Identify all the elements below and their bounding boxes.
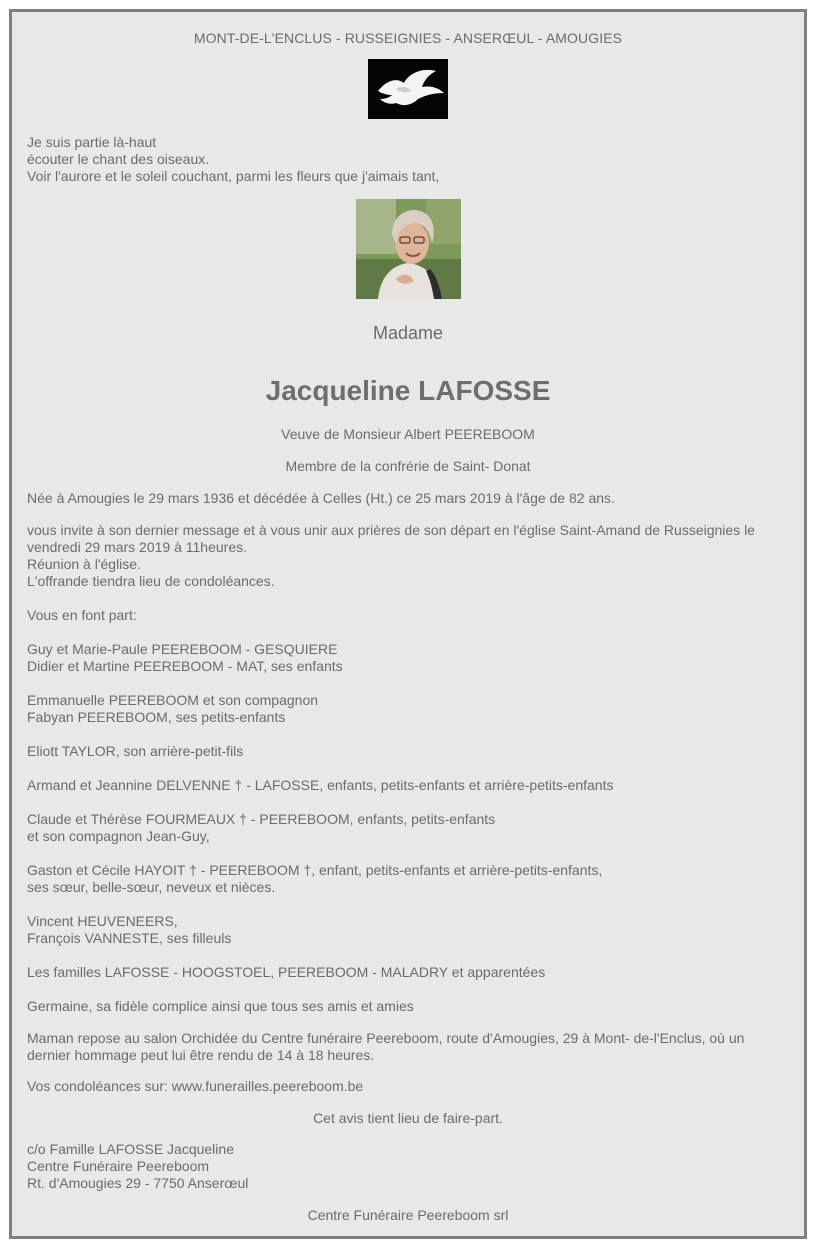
address-line: c/o Famille LAFOSSE Jacqueline [27,1141,234,1157]
address-line: Rt. d'Amougies 29 - 7750 Anserœul [27,1175,249,1191]
visitation [27,1030,789,1064]
membership: Membre de la confrérie de Saint- Donat [285,458,531,474]
ceremony-line: vous invite à son dernier message et à vous unir aux prières de son départ en l'église Saint-Amand de Russeignies le [27,522,755,538]
family-line: Didier et Martine PEEREBOOM - MAT, ses enfants [27,658,343,674]
family-line: Les familles LAFOSSE - HOOGSTOEL, PEEREBOOM - MALADRY et apparentées [27,964,546,980]
family-group [27,743,789,760]
family-line: Armand et Jeannine DELVENNE † - LAFOSSE, enfants, petits-enfants et arrière-petits-enfants [27,777,614,793]
family-line: Gaston et Cécile HAYOIT † - PEEREBOOM †, enfant, petits-enfants et arrière-petits-enfants, [27,862,603,878]
family-line: Fabyan PEEREBOOM, ses petits-enfants [27,709,286,725]
family-line: Eliott TAYLOR, son arrière-petit-fils [27,743,244,759]
salutation: Madame [372,323,444,343]
family-line: Vincent HEUVENEERS, [27,913,178,929]
ceremony-line: L'offrande tiendra lieu de condoléances. [27,573,275,589]
family-group [27,692,789,726]
family-group [27,641,789,675]
ceremony-line: vendredi 29 mars 2019 à 11heures. [27,539,247,555]
family-line: Germaine, sa fidèle complice ainsi que tous ses amis et amies [27,998,414,1014]
family-group [27,913,789,947]
visitation-line: Maman repose au salon Orchidée du Centre funéraire Peereboom, route d'Amougies, 29 à Mont- de-l'Enclus, où un [27,1030,745,1046]
dove-icon [368,59,448,119]
address-line: Centre Funéraire Peereboom [27,1158,210,1174]
visitation-line: dernier hommage peut lui être rendu de 14 à 18 heures. [27,1047,375,1063]
deceased-name: Jacqueline LAFOSSE [265,375,551,406]
family-group [27,811,789,845]
poem [27,134,789,185]
villages-header: MONT-DE-L'ENCLUS - RUSSEIGNIES - ANSERŒUL - AMOUGIES [193,30,623,46]
poem-line: Je suis partie là-haut [27,134,157,150]
widow-of: Veuve de Monsieur Albert PEEREBOOM [281,426,535,442]
family-group [27,777,789,794]
portrait-photo [356,199,461,299]
family-line: François VANNESTE, ses filleuls [27,930,232,946]
address [27,1141,789,1192]
family-group [27,862,789,896]
obituary-frame [9,9,807,1239]
family-line: Emmanuelle PEEREBOOM et son compagnon [27,692,319,708]
family-group [27,998,789,1015]
family-line: Guy et Marie-Paule PEEREBOOM - GESQUIERE [27,641,338,657]
family-line: ses sœur, belle-sœur, neveux et nièces. [27,879,276,895]
family-group [27,964,789,981]
poem-line: écouter le chant des oiseaux. [27,151,210,167]
notice: Cet avis tient lieu de faire-part. [313,1110,503,1126]
announce: Vous en font part: [27,607,137,623]
poem-line: Voir l'aurore et le soleil couchant, parmi les fleurs que j'aimais tant, [27,168,440,184]
condolences-link[interactable]: Vos condoléances sur: www.funerailles.peereboom.be [27,1078,364,1094]
birth-death: Née à Amougies le 29 mars 1936 et décédée à Celles (Ht.) ce 25 mars 2019 à l'âge de 82 ans. [27,490,615,506]
ceremony [27,522,789,590]
family-line: et son compagnon Jean-Guy, [27,828,210,844]
family-line: Claude et Thérèse FOURMEAUX † - PEEREBOOM, enfants, petits-enfants [27,811,496,827]
footer: Centre Funéraire Peereboom srl [307,1207,509,1223]
ceremony-line: Réunion à l'église. [27,556,141,572]
